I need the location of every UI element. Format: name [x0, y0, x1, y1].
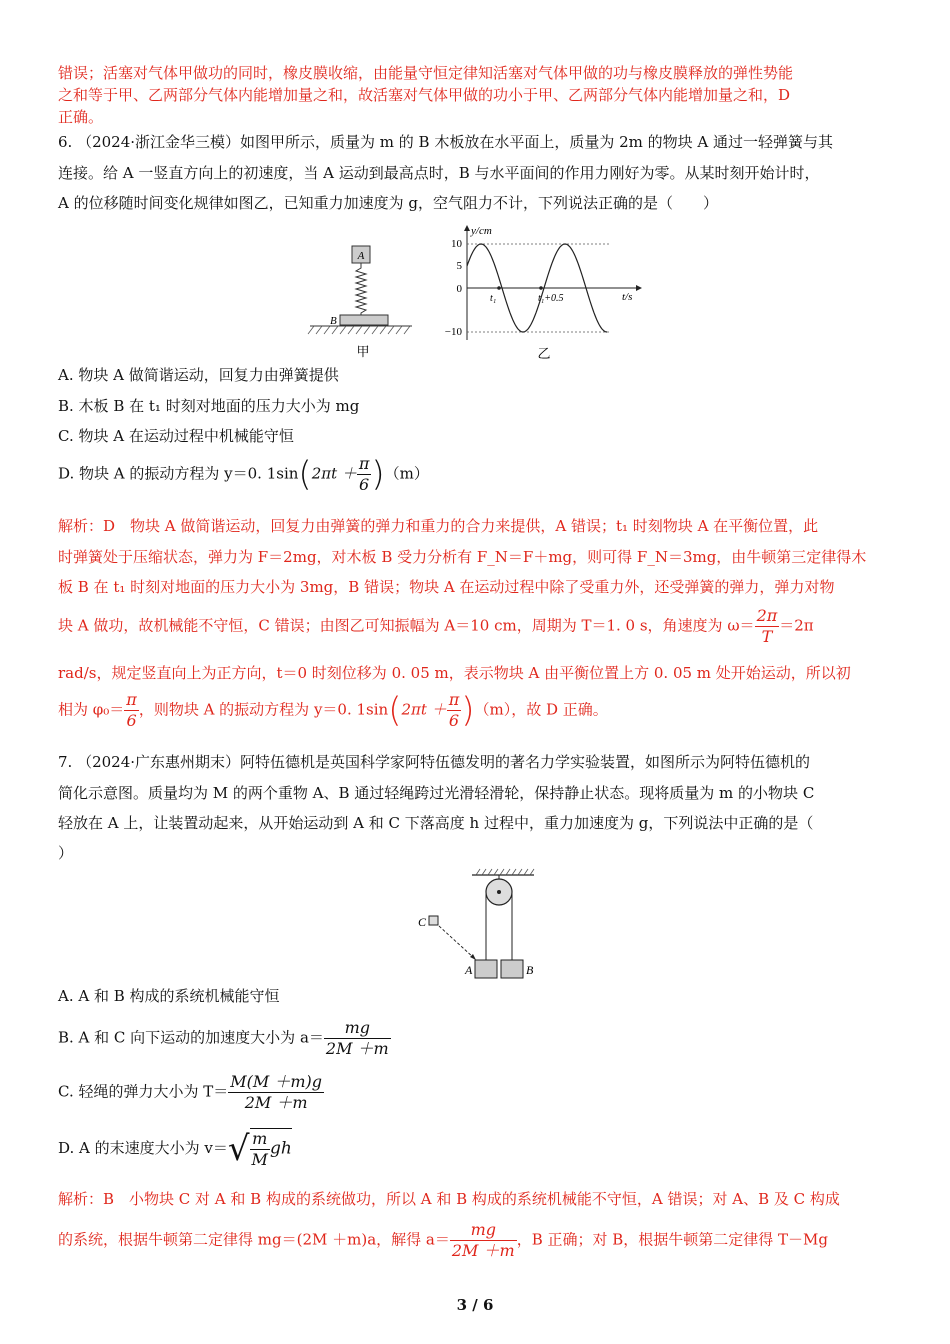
frac-den: 6: [359, 475, 370, 494]
option-b: B. 木板 B 在 t₁ 时刻对地面的压力大小为 mg: [58, 397, 360, 415]
option-a: A. 物块 A 做简谐运动，回复力由弹簧提供: [58, 366, 339, 384]
option-d-text: D. A 的末速度大小为 v＝: [58, 1139, 228, 1157]
frac-num: m: [250, 1129, 270, 1150]
analysis-6-line: 时弹簧处于压缩状态，弹力为 F＝2mg，对木板 B 受力分析有 F_N＝F＋mg，则可得 F_N＝3mg，由牛顿第三定律得木: [58, 548, 867, 566]
question-6-line: 连接。给 A 一竖直方向上的初速度，当 A 运动到最高点时，B 与水平面间的作用力刚好为零。从某时刻开始计时，: [58, 164, 820, 182]
option-d-arg: 2πt ＋: [311, 464, 357, 483]
option-c: C. 物块 A 在运动过程中机械能守恒: [58, 427, 294, 445]
frac-num: π: [358, 454, 370, 473]
option-c-text: C. 轻绳的弹力大小为 T＝: [58, 1082, 229, 1101]
analysis-7-line: 解析：B 小物块 C 对 A 和 B 构成的系统做功，所以 A 和 B 构成的系统机械能不守恒，A 错误；对 A、B 及 C 构成: [58, 1190, 840, 1208]
option-c: [58, 1072, 324, 1113]
figure-6-spring-block: [300, 238, 430, 363]
answer-line: 错误；活塞对气体甲做功的同时，橡皮膜收缩，由能量守恒定律知活塞对气体甲做的功与橡皮膜释放的弹性势能: [58, 64, 794, 82]
frac-den: M: [251, 1150, 268, 1169]
y-tick-label: 10: [451, 238, 462, 250]
block-c-label: C: [418, 915, 427, 929]
option-b-text: B. A 和 C 向下运动的加速度大小为 a＝: [58, 1028, 324, 1047]
question-7-line: 轻放在 A 上，让装置动起来，从开始运动到 A 和 C 下落高度 h 过程中，重力加速度为 g，下列说法中正确的是（: [58, 814, 814, 832]
frac-den: 2M ＋m: [451, 1241, 515, 1260]
figure-jia-caption: 甲: [356, 344, 370, 359]
option-d-gh: gh: [269, 1138, 292, 1159]
answer-line: 之和等于甲、乙两部分气体内能增加量之和，故活塞对气体甲做的功小于甲、乙两部分气体内能增加量之和，D: [58, 86, 791, 104]
y-tick-label: −10: [444, 326, 462, 338]
analysis-arg: 2πt ＋: [401, 700, 447, 719]
option-a: A. A 和 B 构成的系统机械能守恒: [58, 987, 280, 1005]
figure-6-displacement-graph: [440, 222, 650, 362]
option-d-text: D. 物块 A 的振动方程为 y＝0. 1sin: [58, 464, 299, 483]
analysis-6-line: 相为 φ₀＝ $\frac{\pi}{6}$ ，则物块 A 的振动方程为 y＝0. 1sin(2πt ＋ $\frac{\pi}{6}$ )（m），故 D 正确。: [58, 690, 608, 731]
frac-den: 2M ＋m: [244, 1093, 308, 1112]
question-6-line: 6. （2024·浙江金华三模）如图甲所示，质量为 m 的 B 木板放在水平面上，质量为 2m 的物块 A 通过一轻弹簧与其: [58, 133, 834, 151]
frac-num: M(M ＋m)g: [230, 1072, 323, 1091]
t1-plus-label: t₁+0.5: [538, 293, 564, 304]
question-7-line: 7. （2024·广东惠州期末）阿特伍德机是英国科学家阿特伍德发明的著名力学实验装置，如图所示为阿特伍德机的: [58, 753, 811, 771]
frac-den: 6: [448, 711, 460, 730]
y-axis-label: y/cm: [471, 225, 492, 237]
frac-num: mg: [450, 1220, 517, 1241]
block-a-label: A: [357, 250, 365, 262]
answer-line: 正确。: [58, 108, 104, 126]
analysis-7-line: [58, 1220, 828, 1261]
question-7-line: 简化示意图。质量均为 M 的两个重物 A、B 通过轻绳跨过光滑轻滑轮，保持静止状态。现将质量为 m 的小物块 C: [58, 784, 815, 802]
frac-num: 2π: [756, 606, 778, 625]
frac-num: mg: [324, 1018, 391, 1039]
board-b-label: B: [330, 315, 337, 327]
option-b: [58, 1018, 391, 1059]
option-d-unit: （m）: [384, 464, 429, 483]
frac-den: 6: [126, 711, 137, 730]
option-d: [58, 1128, 292, 1170]
t1-point: [497, 286, 501, 290]
analysis-6-line: 板 B 在 t₁ 时刻对地面的压力大小为 3mg，B 错误；物块 A 在运动过程中除了受重力外，还受弹簧的弹力，弹力对物: [58, 578, 835, 596]
analysis-text: ，B 正确；对 B，根据牛顿第二定律得 T－Mg: [516, 1230, 829, 1249]
analysis-6-line: 解析：D 物块 A 做简谐运动，回复力由弹簧的弹力和重力的合力来提供，A 错误；t₁ 时刻物块 A 在平衡位置，此: [58, 517, 819, 535]
t1-label: t₁: [490, 293, 497, 304]
analysis-text: （m），故 D 正确。: [474, 700, 608, 719]
analysis-6-line: rad/s，规定竖直向上为正方向，t＝0 时刻位移为 0. 05 m，表示物块 A 由平衡位置上方 0. 05 m 处开始运动，所以初: [58, 664, 851, 682]
question-7-line: ）: [58, 844, 74, 862]
y-tick-label: 0: [456, 283, 462, 295]
weight-a-label: A: [465, 963, 473, 977]
page-number: 3 / 6: [456, 1296, 494, 1314]
analysis-6-line: [58, 606, 814, 647]
frac-num: π: [448, 690, 460, 709]
weight-b-label: B: [526, 963, 534, 977]
figure-yi-caption: 乙: [537, 346, 551, 361]
analysis-text: 的系统，根据牛顿第二定律得 mg＝(2M ＋m)a，解得 a＝: [58, 1230, 450, 1249]
analysis-text: 块 A 做功，故机械能不守恒，C 错误；由图乙可知振幅为 A＝10 cm，周期为 T＝1. 0 s，角速度为 ω＝: [58, 616, 755, 635]
analysis-text: ，则物块 A 的振动方程为 y＝0. 1sin: [138, 700, 389, 719]
y-tick-label: 5: [456, 260, 462, 272]
option-d: D. 物块 A 的振动方程为 y＝0. 1sin(2πt ＋ $\frac{\pi}{6}$ )（m）: [58, 454, 429, 495]
frac-den: 2M ＋m: [325, 1039, 389, 1058]
frac-num: π: [126, 690, 137, 709]
sqrt-sign: √: [227, 1129, 250, 1169]
question-6-line: A 的位移随时间变化规律如图乙，已知重力加速度为 g，空气阻力不计，下列说法正确的是（ ）: [58, 194, 718, 212]
analysis-text: ＝2π: [779, 616, 814, 635]
figure-7-atwood-machine: [410, 868, 550, 986]
frac-den: T: [761, 627, 773, 646]
analysis-text: 相为 φ₀＝: [58, 700, 125, 719]
x-axis-label: t/s: [622, 291, 633, 303]
t1-plus-point: [539, 286, 543, 290]
